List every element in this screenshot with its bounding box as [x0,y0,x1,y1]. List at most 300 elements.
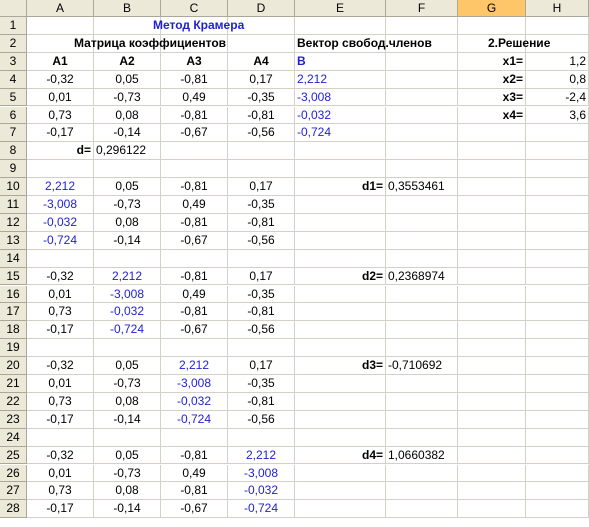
cell-b23[interactable] [94,411,161,429]
cell-h11[interactable] [526,196,589,214]
cell-f20[interactable] [386,357,458,375]
cell-g15[interactable] [458,268,526,286]
cell-f7[interactable] [386,124,458,142]
cell-a17[interactable] [27,303,94,321]
cell-d16[interactable] [228,286,295,304]
cell-g25[interactable] [458,447,526,465]
cell-c16[interactable] [161,286,228,304]
cell-h7[interactable] [526,124,589,142]
cell-h15[interactable] [526,268,589,286]
cell-g24[interactable] [458,429,526,447]
cell-c18[interactable] [161,321,228,339]
cell-c14[interactable] [161,250,228,268]
cell-b13[interactable] [94,232,161,250]
row-header-11[interactable]: 11 [0,196,27,214]
row-header-18[interactable]: 18 [0,321,27,339]
row-header-23[interactable]: 23 [0,411,27,429]
cell-c8[interactable] [161,142,228,160]
cell-e8[interactable] [295,142,386,160]
cell-e21[interactable] [295,375,386,393]
row-header-6[interactable]: 6 [0,107,27,125]
cell-value: -3,008 [243,465,279,480]
cell-h24[interactable] [526,429,589,447]
cell-b24[interactable] [94,429,161,447]
cell-value: 0,73 [48,483,72,498]
select-all-corner[interactable] [0,0,27,17]
cell-c24[interactable] [161,429,228,447]
cell-g8[interactable] [458,142,526,160]
cell-a5[interactable] [27,89,94,107]
cell-b8[interactable] [94,142,161,160]
cell-a9[interactable] [27,160,94,178]
cell-c4[interactable] [161,71,228,89]
row-header-26[interactable]: 26 [0,465,27,483]
cell-h19[interactable] [526,339,589,357]
cell-d22[interactable] [228,393,295,411]
row-header-14[interactable]: 14 [0,250,27,268]
row-header-3[interactable]: 3 [0,53,27,71]
cell-f25[interactable] [386,447,458,465]
cell-g9[interactable] [458,160,526,178]
cell-f14[interactable] [386,250,458,268]
column-header-h[interactable]: H [526,0,589,17]
cell-g21[interactable] [458,375,526,393]
cell-e9[interactable] [295,160,386,178]
cell-g26[interactable] [458,465,526,483]
cell-value: 0,17 [249,71,273,86]
cell-h4[interactable] [526,71,589,89]
cell-f12[interactable] [386,214,458,232]
cell-g19[interactable] [458,339,526,357]
cell-d24[interactable] [228,429,295,447]
cell-g22[interactable] [458,393,526,411]
cell-g1[interactable] [458,17,526,35]
cell-a4[interactable] [27,71,94,89]
cell-e19[interactable] [295,339,386,357]
row-header-13[interactable]: 13 [0,232,27,250]
cell-b3[interactable] [94,53,161,71]
cell-c28[interactable] [161,500,228,518]
cell-value: -3,008 [42,197,78,211]
cell-b17[interactable] [94,303,161,321]
cell-b12[interactable] [94,214,161,232]
row-header-19[interactable]: 19 [0,339,27,357]
cell-b16[interactable] [94,286,161,304]
cell-a27[interactable] [27,482,94,500]
row-header-16[interactable]: 16 [0,286,27,304]
cell-e24[interactable] [295,429,386,447]
cell-g10[interactable] [458,178,526,196]
row-header-22[interactable]: 22 [0,393,27,411]
cell-value: 0,08 [115,107,139,122]
cell-e22[interactable] [295,393,386,411]
cell-g18[interactable] [458,321,526,339]
cell-b11[interactable] [94,196,161,214]
cell-h28[interactable] [526,500,589,518]
cell-h27[interactable] [526,482,589,500]
cell-c25[interactable] [161,447,228,465]
cell-d25[interactable] [228,447,295,465]
cell-f21[interactable] [386,375,458,393]
cell-f1[interactable] [386,17,458,35]
cell-d19[interactable] [228,339,295,357]
cell-e15[interactable] [295,268,386,286]
cell-e16[interactable] [295,286,386,304]
cell-h13[interactable] [526,232,589,250]
cell-e3[interactable] [295,53,386,71]
cell-b15[interactable] [94,268,161,286]
cell-c19[interactable] [161,339,228,357]
cell-h12[interactable] [526,214,589,232]
cell-value: -0,81 [180,214,208,229]
cell-value: Метод Крамера [153,18,245,32]
cell-value: x1= [502,53,523,68]
cell-a13[interactable] [27,232,94,250]
cell-value: -3,008 [109,286,145,301]
cell-b18[interactable] [94,321,161,339]
cell-b10[interactable] [94,178,161,196]
cell-f8[interactable] [386,142,458,160]
cell-a12[interactable] [27,214,94,232]
row-header-24[interactable]: 24 [0,429,27,447]
row-header-15[interactable]: 15 [0,268,27,286]
cell-d15[interactable] [228,268,295,286]
cell-value: 0,01 [48,465,72,480]
cell-e14[interactable] [295,250,386,268]
cell-f26[interactable] [386,465,458,483]
cell-e11[interactable] [295,196,386,214]
cell-c13[interactable] [161,232,228,250]
cell-h5[interactable] [526,89,589,107]
cell-b6[interactable] [94,107,161,125]
cell-f15[interactable] [386,268,458,286]
cell-e7[interactable] [295,124,386,142]
cell-d3[interactable] [228,53,295,71]
cell-b20[interactable] [94,357,161,375]
cell-h6[interactable] [526,107,589,125]
cell-b21[interactable] [94,375,161,393]
cell-b25[interactable] [94,447,161,465]
cell-c1[interactable] [153,17,245,35]
cell-value: -0,17 [46,411,74,426]
cell-b1[interactable] [94,17,161,35]
cell-e26[interactable] [295,465,386,483]
cell-d27[interactable] [228,482,295,500]
cell-f23[interactable] [386,411,458,429]
cell-value: d1= [361,179,383,194]
cell-c3[interactable] [161,53,228,71]
cell-e23[interactable] [295,411,386,429]
cell-h9[interactable] [526,160,589,178]
column-header-g[interactable]: G [458,0,526,17]
row-header-8[interactable]: 8 [0,142,27,160]
cell-e10[interactable] [295,178,386,196]
cell-value: -0,67 [180,322,208,337]
cell-value: -0,81 [180,179,208,194]
cell-g27[interactable] [458,482,526,500]
cell-d21[interactable] [228,375,295,393]
cell-value: -0,14 [113,232,141,247]
cell-d6[interactable] [228,107,295,125]
cell-h20[interactable] [526,357,589,375]
cell-f4[interactable] [386,71,458,89]
cell-value: 0,01 [48,376,72,390]
cell-h1[interactable] [526,17,589,35]
cell-f19[interactable] [386,339,458,357]
cell-h14[interactable] [526,250,589,268]
cell-g17[interactable] [458,303,526,321]
cell-g2[interactable] [458,35,551,53]
cell-value: 0,49 [182,89,206,104]
cell-g7[interactable] [458,124,526,142]
cell-d2[interactable] [228,35,295,53]
cell-d10[interactable] [228,178,295,196]
cell-value: -0,14 [113,125,141,140]
cell-a6[interactable] [27,107,94,125]
cell-e5[interactable] [295,89,386,107]
row-header-2[interactable]: 2 [0,35,27,53]
cell-a20[interactable] [27,357,94,375]
cell-b27[interactable] [94,482,161,500]
cell-e6[interactable] [295,107,386,125]
row-header-17[interactable]: 17 [0,303,27,321]
cell-d26[interactable] [228,465,295,483]
cell-h25[interactable] [526,447,589,465]
cell-g11[interactable] [458,196,526,214]
cell-a1[interactable] [27,17,94,35]
cell-a25[interactable] [27,447,94,465]
row-header-28[interactable]: 28 [0,500,27,518]
cell-h3[interactable] [526,53,589,71]
cell-value: A2 [119,53,135,68]
cell-d8[interactable] [228,142,295,160]
cell-h10[interactable] [526,178,589,196]
cell-g16[interactable] [458,286,526,304]
cell-e25[interactable] [295,447,386,465]
cell-f13[interactable] [386,232,458,250]
cell-value: 1,0660382 [388,447,445,462]
cell-a22[interactable] [27,393,94,411]
cell-e18[interactable] [295,321,386,339]
cell-value: 1,2 [569,53,586,68]
cell-b7[interactable] [94,124,161,142]
cell-value: -2,4 [565,89,586,104]
cell-g20[interactable] [458,357,526,375]
cell-a16[interactable] [27,286,94,304]
cell-b14[interactable] [94,250,161,268]
cell-value: -0,81 [180,71,208,86]
column-header-a[interactable]: A [27,0,94,17]
cell-h26[interactable] [526,465,589,483]
cell-c12[interactable] [161,214,228,232]
cell-f16[interactable] [386,286,458,304]
cell-a28[interactable] [27,500,94,518]
cell-h21[interactable] [526,375,589,393]
column-header-f[interactable]: F [386,0,458,17]
cell-value: 2.Решение [488,35,551,50]
cell-f11[interactable] [386,196,458,214]
row-header-27[interactable]: 27 [0,482,27,500]
cell-f22[interactable] [386,393,458,411]
cell-c10[interactable] [161,178,228,196]
cell-c17[interactable] [161,303,228,321]
cell-b26[interactable] [94,465,161,483]
cell-a18[interactable] [27,321,94,339]
cell-d7[interactable] [228,124,295,142]
cell-value: -0,81 [247,214,275,229]
cell-a8[interactable] [27,142,94,160]
cell-g12[interactable] [458,214,526,232]
cell-value: -0,81 [180,304,208,319]
cell-f5[interactable] [386,89,458,107]
cell-d28[interactable] [228,500,295,518]
cell-a15[interactable] [27,268,94,286]
cell-d14[interactable] [228,250,295,268]
cell-e4[interactable] [295,71,386,89]
cell-a10[interactable] [27,178,94,196]
cell-c20[interactable] [161,357,228,375]
cell-f10[interactable] [386,178,458,196]
row-header-7[interactable]: 7 [0,124,27,142]
cell-g23[interactable] [458,411,526,429]
column-header-b[interactable]: B [94,0,161,17]
cell-value: -0,032 [297,107,332,122]
cell-f3[interactable] [386,53,458,71]
cell-b5[interactable] [94,89,161,107]
cell-value: 0,49 [182,465,206,480]
cell-b22[interactable] [94,393,161,411]
cell-value: -0,032 [42,214,78,229]
cell-value: 0,73 [48,393,72,408]
cell-c7[interactable] [161,124,228,142]
column-header-d[interactable]: D [228,0,295,17]
cell-d12[interactable] [228,214,295,232]
cell-c6[interactable] [161,107,228,125]
cell-a14[interactable] [27,250,94,268]
cell-c22[interactable] [161,393,228,411]
cell-h16[interactable] [526,286,589,304]
cell-value: 2,212 [178,358,210,373]
cell-e20[interactable] [295,357,386,375]
cell-c15[interactable] [161,268,228,286]
cell-a7[interactable] [27,124,94,142]
cell-b9[interactable] [94,160,161,178]
cell-a3[interactable] [27,53,94,71]
row-header-21[interactable]: 21 [0,375,27,393]
row-header-1[interactable]: 1 [0,17,27,35]
cell-f24[interactable] [386,429,458,447]
cell-value: -0,724 [109,322,145,337]
cell-value: 0,2368974 [388,268,445,283]
cell-a11[interactable] [27,196,94,214]
cell-e17[interactable] [295,303,386,321]
cell-d4[interactable] [228,71,295,89]
cell-d5[interactable] [228,89,295,107]
cell-value: -0,35 [247,89,275,104]
cell-e27[interactable] [295,482,386,500]
cell-d18[interactable] [228,321,295,339]
cell-b4[interactable] [94,71,161,89]
cell-f17[interactable] [386,303,458,321]
cell-b28[interactable] [94,500,161,518]
cell-g14[interactable] [458,250,526,268]
cell-f9[interactable] [386,160,458,178]
cell-value: -0,32 [46,268,74,283]
cell-a23[interactable] [27,411,94,429]
row-header-20[interactable]: 20 [0,357,27,375]
cell-f18[interactable] [386,321,458,339]
cell-value: 0,73 [48,304,72,319]
cell-c11[interactable] [161,196,228,214]
cell-c23[interactable] [161,411,228,429]
cell-g6[interactable] [458,107,526,125]
cell-value: 0,49 [182,286,206,301]
cell-h17[interactable] [526,303,589,321]
cell-e13[interactable] [295,232,386,250]
cell-a26[interactable] [27,465,94,483]
cell-value: -0,14 [113,501,141,516]
cell-h22[interactable] [526,393,589,411]
cell-value: 0,05 [115,71,139,86]
cell-value: -0,81 [180,268,208,283]
cell-e12[interactable] [295,214,386,232]
cell-e28[interactable] [295,500,386,518]
cell-h23[interactable] [526,411,589,429]
cell-g4[interactable] [458,71,526,89]
cell-a24[interactable] [27,429,94,447]
cell-g3[interactable] [458,53,526,71]
cell-d13[interactable] [228,232,295,250]
cell-g28[interactable] [458,500,526,518]
cell-d20[interactable] [228,357,295,375]
cell-d17[interactable] [228,303,295,321]
cell-c21[interactable] [161,375,228,393]
cell-value: 0,49 [182,197,206,211]
cell-d23[interactable] [228,411,295,429]
cell-h18[interactable] [526,321,589,339]
cell-f6[interactable] [386,107,458,125]
cell-d11[interactable] [228,196,295,214]
cell-c26[interactable] [161,465,228,483]
cell-f28[interactable] [386,500,458,518]
cell-g5[interactable] [458,89,526,107]
cell-e2[interactable] [295,35,432,53]
cell-c5[interactable] [161,89,228,107]
cell-f27[interactable] [386,482,458,500]
cell-e1[interactable] [295,17,386,35]
row-header-5[interactable]: 5 [0,89,27,107]
cell-h8[interactable] [526,142,589,160]
cell-a21[interactable] [27,375,94,393]
row-header-12[interactable]: 12 [0,214,27,232]
cell-d9[interactable] [228,160,295,178]
cell-c27[interactable] [161,482,228,500]
column-header-c[interactable]: C [161,0,228,17]
cell-value: 0,17 [249,179,273,194]
cell-value: 0,17 [249,268,273,283]
cell-g13[interactable] [458,232,526,250]
cell-c9[interactable] [161,160,228,178]
column-header-e[interactable]: E [295,0,386,17]
cell-a2[interactable] [27,35,227,53]
cell-b19[interactable] [94,339,161,357]
row-header-9[interactable]: 9 [0,160,27,178]
cell-value: -0,81 [247,107,275,122]
row-header-25[interactable]: 25 [0,447,27,465]
row-header-10[interactable]: 10 [0,178,27,196]
cell-a19[interactable] [27,339,94,357]
row-header-4[interactable]: 4 [0,71,27,89]
